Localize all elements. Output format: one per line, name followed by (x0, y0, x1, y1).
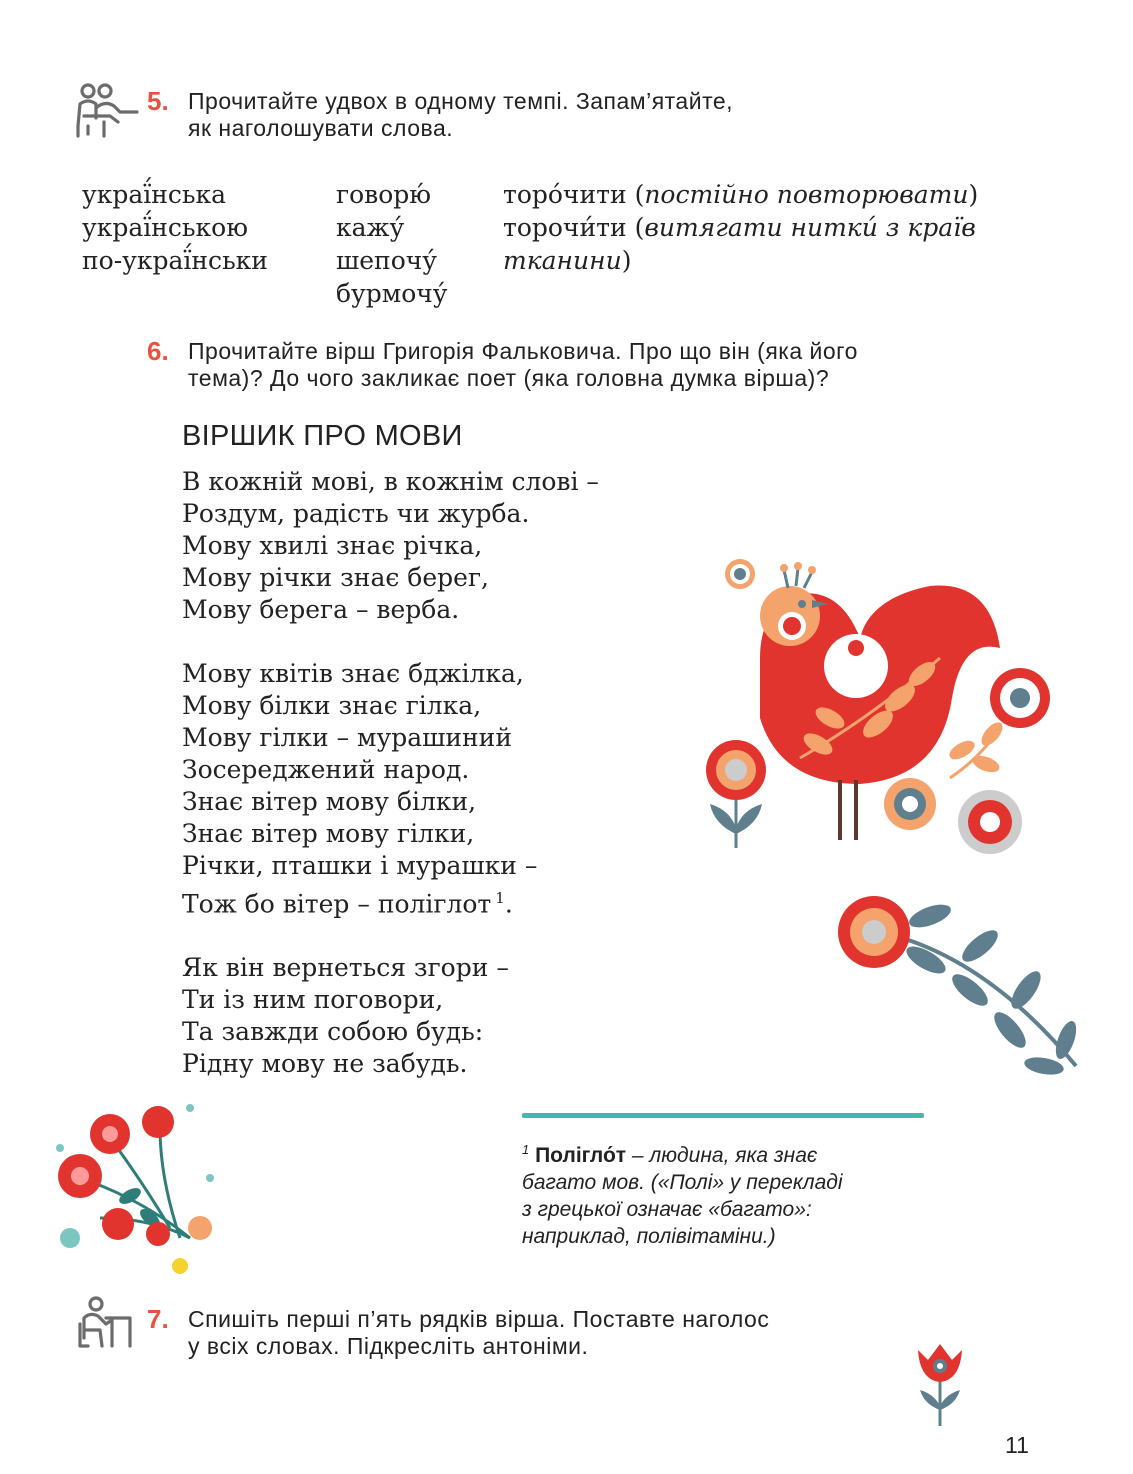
tulip-icon (912, 1340, 968, 1428)
stanza-2 (182, 658, 599, 920)
poem-body (182, 466, 599, 1112)
floral-bouquet-illustration (40, 1088, 230, 1278)
word-item: шепочу́ (336, 246, 437, 275)
task-5-instruction (188, 88, 948, 142)
poem-line: Мову квітів знає бджілка, (182, 659, 524, 688)
pair-reading-icon (74, 82, 140, 140)
word-definition-2-cont (503, 244, 978, 277)
flower-branch-illustration (830, 890, 1090, 1080)
task-5-number: 5. (147, 86, 169, 116)
poem-line: Рідну мову не забудь. (182, 1049, 468, 1079)
paren-close: ) (968, 180, 979, 209)
footnote-term: Полігло́т (535, 1144, 627, 1167)
word-definition-1 (503, 178, 978, 211)
word-item: украї́нська (82, 180, 227, 209)
poem-line-text: Тож бо вітер – поліглот (182, 889, 492, 919)
task-6-instruction (188, 338, 1008, 392)
poem-line: Мову гілки – мурашиний (182, 723, 512, 752)
poem-line: Та завжди собою будь: (182, 1017, 484, 1047)
words-column-1 (82, 178, 268, 277)
task-5-line-2: як наголошувати слова. (188, 115, 454, 141)
stanza-3 (182, 952, 599, 1080)
footnote-line-1 (522, 1136, 932, 1169)
writing-at-desk-icon (76, 1296, 132, 1350)
word-item: украї́нською (82, 213, 248, 242)
poem-line: Як він вернеться згори – (182, 953, 509, 983)
word-item: говорю́ (336, 180, 432, 209)
daisy-flower-icon (838, 896, 910, 968)
footnote-line-4: наприклад, полівітаміни.) (522, 1225, 776, 1248)
footnote-marker: 1 (495, 889, 505, 907)
footnote-line-3: з грецької означає «багато»: (522, 1198, 812, 1221)
word-meaning: витягати нитки́ з країв (644, 213, 976, 242)
poem-line: Роздум, радість чи журба. (182, 499, 530, 528)
word-item: бурмочу́ (336, 279, 448, 308)
poem-line-end: . (504, 889, 513, 919)
folk-bird-illustration (700, 548, 1060, 858)
paren-close: ) (621, 246, 632, 275)
word-meaning: постійно повторювати (644, 180, 969, 209)
stanza-1 (182, 466, 599, 626)
task-6-line-1: Прочитайте вірш Григорія Фальковича. Про що він (яка його (188, 338, 858, 364)
poem-line: Знає вітер мову білки, (182, 787, 477, 816)
words-column-2 (336, 178, 448, 310)
task-5-line-1: Прочитайте удвох в одному темпі. Запам’ятайте, (188, 88, 734, 114)
poem-line: Мову білки знає гілка, (182, 691, 482, 720)
poem-line: Мову берега – верба. (182, 595, 460, 624)
poem-line: Річки, пташки і мурашки – (182, 851, 538, 880)
word-definition-2 (503, 211, 978, 244)
task-7-number: 7. (147, 1304, 169, 1334)
word-term: торо́чити ( (503, 180, 645, 209)
poem-line: Мову хвилі знає річка, (182, 531, 483, 560)
task-7-line-2: у всіх словах. Підкресліть антоніми. (188, 1333, 589, 1359)
words-column-3 (503, 178, 978, 277)
poem-title: ВІРШИК ПРО МОВИ (182, 420, 463, 452)
small-flower-icon (725, 559, 755, 589)
word-item: по-украї́нськи (82, 246, 268, 275)
task-6-line-2: тема)? До чого закликає поет (яка головна думка вірша)? (188, 365, 830, 391)
page-number: 11 (1005, 1432, 1029, 1458)
task-6-number: 6. (147, 336, 169, 366)
word-item: кажу́ (336, 213, 405, 242)
word-term: торочи́ти ( (503, 213, 645, 242)
task-7-line-1: Спишіть перші п’ять рядків вірша. Поставте наголос (188, 1306, 770, 1332)
footnote (522, 1136, 932, 1250)
poem-line: В кожній мові, в кожнім слові – (182, 467, 599, 496)
poem-line: Зосереджений народ. (182, 755, 470, 784)
footnote-line-2: багато мов. («Полі» у перекладі (522, 1171, 843, 1194)
poem-line: Ти із ним поговори, (182, 985, 444, 1015)
poem-line (182, 882, 599, 920)
word-meaning: тканини (503, 246, 622, 275)
poem-line: Знає вітер мову гілки, (182, 819, 475, 848)
task-7-instruction (188, 1306, 908, 1360)
footnote-definition: – людина, яка знає (626, 1144, 818, 1167)
poem-line: Мову річки знає берег, (182, 563, 489, 592)
footnote-number: 1 (522, 1142, 530, 1157)
footnote-divider (522, 1113, 924, 1118)
